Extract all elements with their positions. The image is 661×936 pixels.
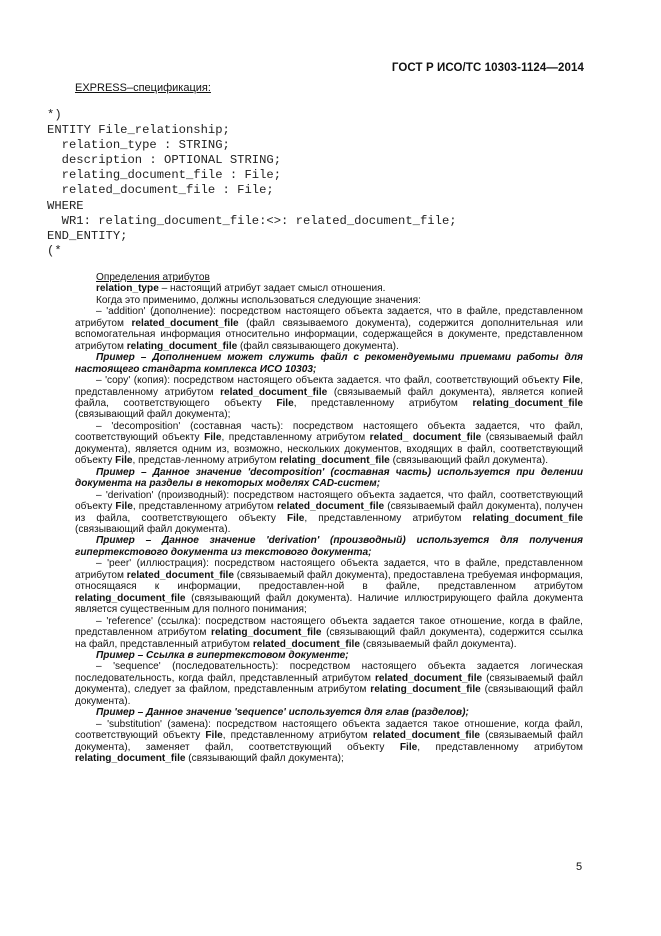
value-decomposition: – 'decomposition' (составная часть): посредством настоящего объекта задается, что файл, соответствующий объекту File, представленному атрибутом related_ document_file (связываемый файл документа), является одним из, возможно, нескольких документов, входящих в файл, соответствующий объекту File, представ-ленному атрибутом relating_document_file (связывающий файл документа). [75,420,583,467]
value-substitution: – 'substitution' (замена): посредством настоящего объекта задается такое отношение, когда файл, соответствующий объекту File, представленному атрибутом related_document_file (связываемый файл документа), заменяет файл, соответствующий объекту File, представленному атрибутом relating_document_file (связывающий файл документа); [75,718,583,765]
values-intro: Когда это применимо, должны использоваться следующие значения: [96,294,421,306]
code-line: (* [47,243,62,258]
code-line: relating_document_file : File; [47,168,282,183]
value-reference: – 'reference' (ссылка): посредством настоящего объекта задается такое отношение, когда в файле, представленном атрибутом relating_document_file (связывающий файл документа), содержится ссылка на файл, представленный атрибутом related_document_file (связываемый файл документа). [75,615,583,650]
example-decomposition: Пример – Данное значение 'decomposition' (составная часть) используется при делении документа на разделы в некоторых моделях CAD-систем; [75,466,583,490]
value-addition: – 'addition' (дополнение): посредством настоящего объекта задается, что в файле, представленном атрибутом related_document_file (файл связываемого документа), содержится дополнительная или вспомогательная информация относительно информации, содержащейся в документе, представленном атрибутом relating_document_file (файл связывающего документа). [75,306,583,352]
code-line: WHERE [47,198,84,213]
code-line: related_document_file : File; [47,183,274,198]
express-code-block [47,108,457,259]
value-sequence: – 'sequence' (последовательность): посредством настоящего объекта задается логическая последовательность, когда файл, представленный атрибутом related_document_file (связываемый файл документа), следует за файлом, представленным атрибутом relating_document_file (связывающий файл документа). [75,661,584,707]
code-line: WR1: relating_document_file:<>: related_document_file; [47,213,457,228]
term-relation-type: relation_type [96,283,159,295]
example-sequence: Пример – Данное значение 'sequence' используется для глав (разделов); [96,707,469,719]
example-addition: Пример – Дополнением может служить файл с рекомендуемыми приемами работы для настоящего стандарта комплекса ИСО 10303; [75,352,583,375]
code-line: *) [47,108,62,122]
value-peer: – 'peer' (иллюстрация): посредством настоящего объекта задается, что в файле, представленном атрибутом related_document_file (связываемый файл документа), предоставлена требуемая информация, относящаяся к информации, предоставлен-ной в файле, представленном атрибутом relating_document_file (связывающий файл документа). Наличие иллюстрирующего файла документа является существенным для полного понимания; [75,558,583,616]
value-copy: – 'copy' (копия): посредством настоящего объекта задается. что файл, соответствующий объекту File, представленному атрибутом related_document_file (связываемый файл документа), является копией файла, соответствующего объекту File, представленному атрибутом relating_document_file (связывающий файл документа); [75,375,583,421]
attribute-definitions-heading: Определения атрибутов [96,272,210,283]
code-line: ENTITY File_relationship; [47,123,230,138]
relation-type-definition: relation_type – настоящий атрибут задает смысл отношения. [96,283,386,295]
standard-code-header: ГОСТ Р ИСО/ТС 10303-1124—2014 [391,62,584,74]
value-derivation: – 'derivation' (производный): посредством настоящего объекта задается, что файл, соответствующий объекту File, представленному атрибутом related_document_file (связываемый файл документа), получен из файла, соответствующего объекту File, представленному атрибутом relating_document_file (связывающий файл документа). [75,489,583,535]
code-line: relation_type : STRING; [47,138,230,153]
page-number: 5 [576,861,583,873]
express-specification-title: EXPRESS–спецификация: [75,82,211,94]
example-reference: Пример – Ссылка в гипертекстовом документе; [96,649,349,661]
example-derivation: Пример – Данное значение 'derivation' (производный) используется для получения гипертекстового документа из текстового документа; [75,535,583,558]
attribute-definitions-section [75,272,583,764]
code-line: END_ENTITY; [47,228,128,243]
code-line: description : OPTIONAL STRING; [47,153,282,168]
